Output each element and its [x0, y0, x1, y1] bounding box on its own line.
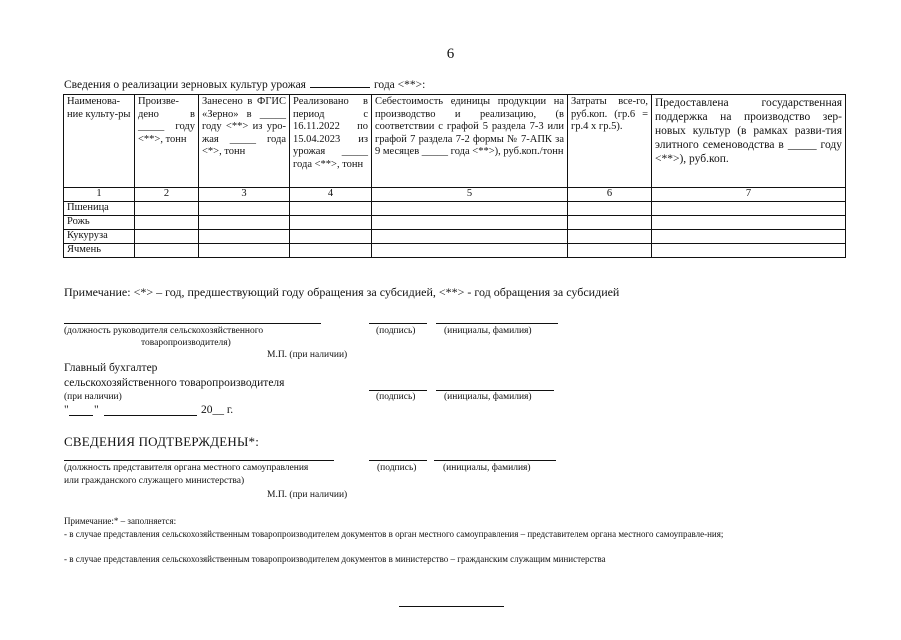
table-cell[interactable] — [199, 229, 290, 243]
initials-caption: (инициалы, фамилия) — [444, 392, 532, 402]
signature-line[interactable] — [369, 460, 427, 461]
page-number: 6 — [446, 46, 455, 62]
crop-name-barley: Ячмень — [64, 243, 135, 257]
crop-name-rye: Рожь — [64, 215, 135, 229]
position-caption-cont: или гражданского служащего министерства) — [64, 476, 245, 486]
stamp-caption: М.П. (при наличии) — [267, 490, 348, 500]
table-cell[interactable] — [568, 215, 652, 229]
initials-line[interactable] — [434, 460, 556, 461]
header-unit-cost: Себестоимость единицы продукции на производство и реализацию, (в соответствии с графой 5 раздела 7-3 или графой 7 раздела 7-2 формы № 7-АПК за 9 месяцев _____ года <**>), руб.коп./тонн — [372, 95, 568, 188]
table-cell[interactable] — [199, 201, 290, 215]
position-caption: (должность представителя органа местного самоуправления — [64, 463, 309, 473]
header-sold-period: Реализовано в период с 16.11.2022 по 15.04.2023 из урожая _____ года <**>, тонн — [290, 95, 372, 188]
table-title-text: Сведения о реализации зерновых культур урожая — [64, 79, 306, 91]
position-caption: (должность руководителя сельскохозяйственного — [64, 326, 264, 336]
date-day-line[interactable] — [69, 415, 93, 416]
signature-caption: (подпись) — [376, 326, 416, 336]
header-produced: Произве-дено в _____ году <**>, тонн — [135, 95, 199, 188]
position-line[interactable] — [64, 323, 321, 324]
year-blank — [310, 87, 370, 88]
table-cell[interactable] — [372, 229, 568, 243]
table-cell[interactable] — [372, 243, 568, 257]
initials-caption: (инициалы, фамилия) — [443, 463, 531, 473]
table-cell[interactable] — [568, 229, 652, 243]
table-cell[interactable] — [652, 215, 846, 229]
accountant-title: Главный бухгалтер — [64, 362, 158, 374]
date-year: 20__ г. — [201, 404, 234, 416]
signature-caption: (подпись) — [377, 463, 417, 473]
table-cell[interactable] — [290, 201, 372, 215]
table-cell[interactable] — [135, 201, 199, 215]
column-number: 3 — [199, 188, 290, 202]
crop-name-corn: Кукуруза — [64, 229, 135, 243]
end-divider — [399, 606, 504, 607]
table-cell[interactable] — [290, 215, 372, 229]
header-state-support: Предоставлена государственная поддержка на производство зер-новых культур (в рамках разви-тия элитного семеноводства в _____ году <**>), руб.коп. — [652, 95, 846, 188]
table-row — [64, 243, 846, 257]
initials-line[interactable] — [436, 323, 558, 324]
table-cell[interactable] — [372, 201, 568, 215]
position-caption-cont: товаропроизводителя) — [141, 338, 231, 348]
column-number: 4 — [290, 188, 372, 202]
grain-sales-table — [63, 94, 846, 258]
date-close-quote: " — [94, 404, 99, 416]
table-row — [64, 201, 846, 215]
footnote-title: Примечание:* – заполняется: — [64, 516, 177, 526]
table-cell[interactable] — [135, 229, 199, 243]
initials-caption: (инициалы, фамилия) — [444, 326, 532, 336]
column-number: 5 — [372, 188, 568, 202]
column-number-row — [64, 188, 846, 202]
signature-caption: (подпись) — [376, 392, 416, 402]
header-fgis-entered: Занесено в ФГИС «Зерно» в _____ году <**> из уро-жая _____ года <*>, тонн — [199, 95, 290, 188]
table-cell[interactable] — [290, 243, 372, 257]
table-title — [64, 79, 425, 91]
column-number: 7 — [652, 188, 846, 202]
stamp-caption: М.П. (при наличии) — [267, 350, 348, 360]
date-open-quote: " — [64, 404, 69, 416]
table-cell[interactable] — [135, 243, 199, 257]
initials-line[interactable] — [436, 390, 554, 391]
table-cell[interactable] — [652, 243, 846, 257]
column-number: 2 — [135, 188, 199, 202]
footnote-item: - в случае представления сельскохозяйственным товаропроизводителем документов в орган местного самоуправления – представителем органа местного самоуправле-ния; — [64, 529, 724, 539]
column-number: 6 — [568, 188, 652, 202]
table-cell[interactable] — [372, 215, 568, 229]
footnote-item: - в случае представления сельскохозяйственным товаропроизводителем документов в министерство – гражданским служащим министерства — [64, 554, 606, 564]
table-cell[interactable] — [568, 243, 652, 257]
accountant-optional: (при наличии) — [64, 392, 122, 402]
position-line[interactable] — [64, 460, 334, 461]
header-total-cost: Затраты все-го, руб.коп. (гр.6 = гр.4 x гр.5). — [568, 95, 652, 188]
confirmed-heading: СВЕДЕНИЯ ПОДТВЕРЖДЕНЫ*: — [64, 434, 260, 449]
table-cell[interactable] — [290, 229, 372, 243]
header-crop-name: Наименова-ние культу-ры — [64, 95, 135, 188]
table-note: Примечание: <*> – год, предшествующий году обращения за субсидией, <**> - год обращения за субсидией — [64, 285, 620, 299]
table-cell[interactable] — [652, 229, 846, 243]
table-row — [64, 215, 846, 229]
table-row — [64, 229, 846, 243]
date-month-line[interactable] — [104, 415, 197, 416]
crop-name-wheat: Пшеница — [64, 201, 135, 215]
signature-line[interactable] — [369, 323, 427, 324]
table-cell[interactable] — [199, 215, 290, 229]
table-cell[interactable] — [135, 215, 199, 229]
table-header-row — [64, 95, 846, 188]
table-cell[interactable] — [199, 243, 290, 257]
table-title-suffix: года <**>: — [373, 79, 426, 91]
accountant-title-cont: сельскохозяйственного товаропроизводителя — [64, 377, 285, 389]
table-cell[interactable] — [568, 201, 652, 215]
signature-line[interactable] — [369, 390, 427, 391]
column-number: 1 — [64, 188, 135, 202]
table-cell[interactable] — [652, 201, 846, 215]
